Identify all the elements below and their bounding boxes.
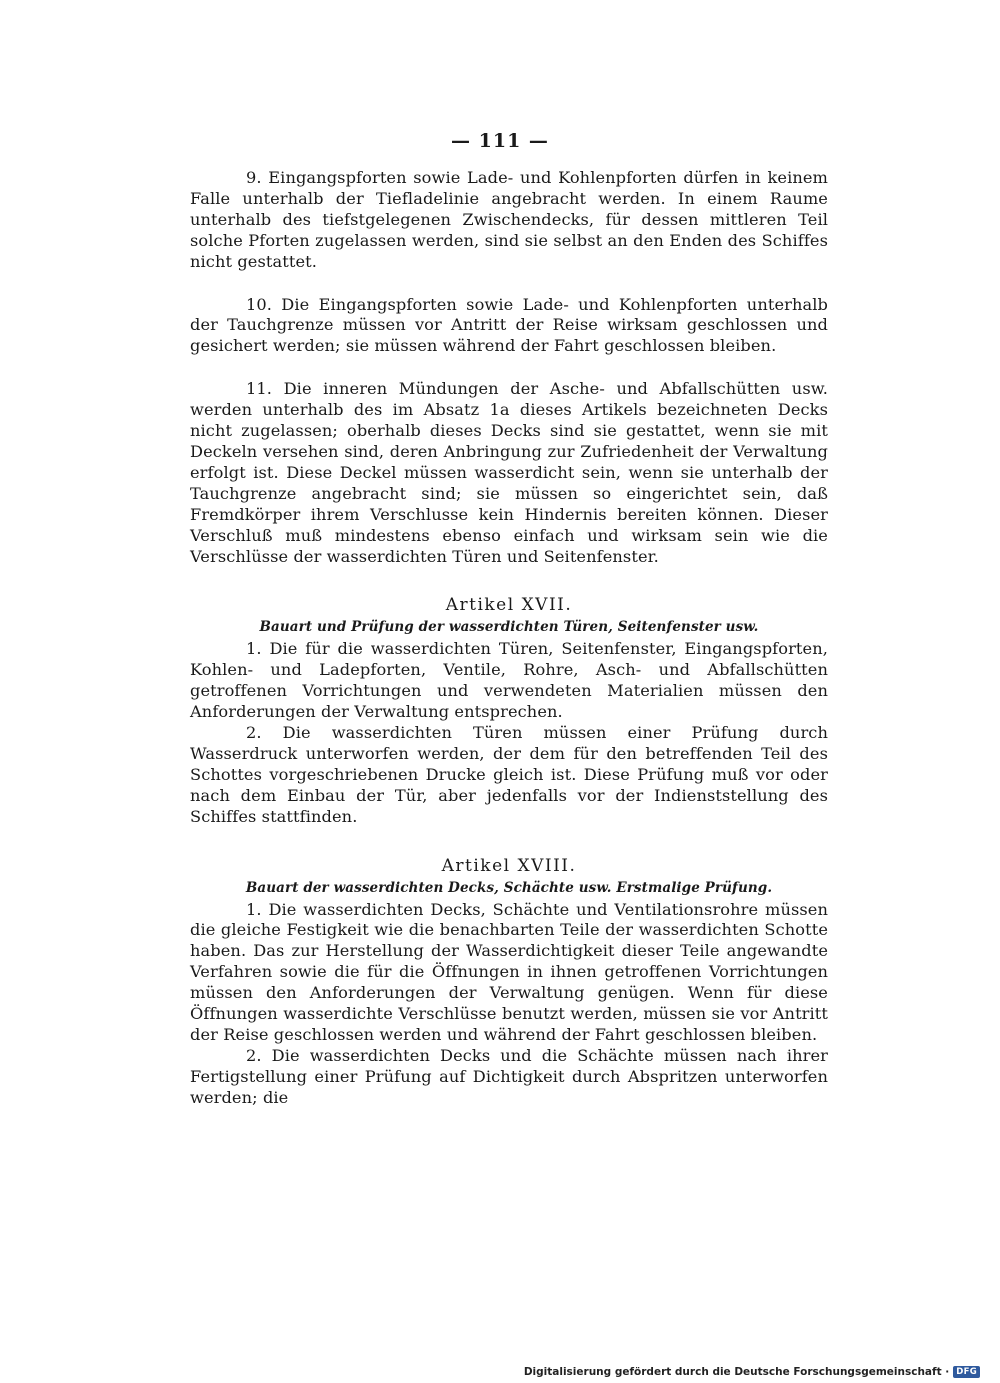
article-heading-xvii: Artikel XVII.	[445, 595, 573, 616]
dfg-logo-icon: DFG	[953, 1366, 980, 1378]
paragraph-11: 11. Die inneren Mündungen der Asche- und Abfallschütten usw. werden unterhalb des im Absatz 1a dieses Artikels bezeichneten Decks nicht zugelassen; oberhalb dieses Decks sind sie gestattet, wenn sie mit Deckeln versehen sind, deren Anbringung zur Zufriedenheit der Verwaltung erfolgt ist. Diese Deckel müssen wasserdicht sein, wenn sie unterhalb der Tauchgrenze angebracht sind; sie müssen so eingerichtet sein, daß Fremdkörper ihrem Verschlusse kein Hindernis bereiten können. Dieser Verschluß muß mindestens ebenso einfach und wirksam sein wie die Verschlüsse der wasserdichten Türen und Seitenfenster.	[190, 379, 828, 566]
paragraph-xvii-2: 2. Die wasserdichten Türen müssen einer Prüfung durch Wasserdruck unterworfen werden, der dem für den betreffenden Teil des Schottes vorgeschriebenen Drucke gleich ist. Diese Prüfung muß vor oder nach dem Einbau der Tür, aber jedenfalls vor der Indienststellung des Schiffes stattfinden.	[190, 723, 828, 826]
paragraph-xvii-1: 1. Die für die wasserdichten Türen, Seitenfenster, Eingangspforten, Kohlen- und Ladepforten, Ventile, Rohre, Asch- und Abfallschütten getroffenen Vorrichtungen und verwendeten Materialien müssen den Anforderungen der Verwaltung entsprechen.	[190, 639, 828, 722]
paragraph-xviii-2: 2. Die wasserdichten Decks und die Schächte müssen nach ihrer Fertigstellung einer Prüfung auf Dichtigkeit durch Abspritzen unterworfen werden; die	[190, 1045, 828, 1107]
paragraph-10: 10. Die Eingangspforten sowie Lade- und Kohlenpforten unterhalb der Tauchgrenze müssen vor Antritt der Reise wirksam geschlossen und gesichert werden; sie müssen während der Fahrt geschlossen bleiben.	[190, 294, 828, 356]
paragraph-9: 9. Eingangspforten sowie Lade- und Kohlenpforten dürfen in keinem Falle unterhalb der Tiefladelinie angebracht werden. In einem Raume unterhalb des tiefstgelegenen Zwischendecks, für dessen mittleren Teil solche Pforten zugelassen werden, sind sie selbst an den Enden des Schiffes nicht gestattet.	[190, 168, 828, 271]
article-subheading-xvii: Bauart und Prüfung der wasserdichten Türen, Seitenfenster usw.	[259, 619, 759, 636]
paragraph-xviii-1: 1. Die wasserdichten Decks, Schächte und Ventilationsrohre müssen die gleiche Festigkeit wie die benachbarten Teile der wasserdichten Schotte haben. Das zur Herstellung der Wasserdichtigkeit dieser Teile angewandte Verfahren sowie die für die Öffnungen in ihnen getroffenen Vorrichtungen müssen den Anforderungen der Verwaltung genügen. Wenn für diese Öffnungen wasserdichte Verschlüsse benutzt werden, müssen sie vor Antritt der Reise geschlossen werden und während der Fahrt geschlossen bleiben.	[190, 899, 828, 1044]
page-number: — 111 —	[451, 130, 549, 152]
article-subheading-xviii: Bauart der wasserdichten Decks, Schächte usw. Erstmalige Prüfung.	[245, 879, 773, 896]
footer-text: Digitalisierung gefördert durch die Deutsche Forschungsgemeinschaft ·	[523, 1366, 950, 1378]
digitization-footer	[524, 1366, 980, 1378]
body-text	[190, 168, 828, 1109]
article-heading-xviii: Artikel XVIII.	[441, 855, 577, 876]
